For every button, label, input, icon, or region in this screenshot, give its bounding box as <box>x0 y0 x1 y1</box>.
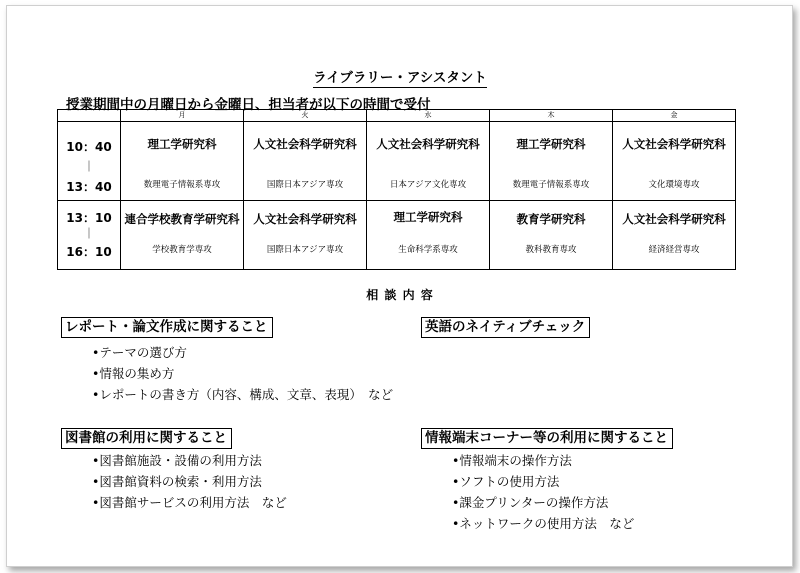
schedule-row <box>58 201 736 270</box>
cell-major: 国際日本アジア専攻 <box>266 180 344 190</box>
schedule-cell <box>367 122 490 201</box>
terminal-section-heading: 情報端末コーナー等の利用に関すること <box>421 428 673 449</box>
terminal-item: •ネットワークの使用方法 など <box>452 516 635 531</box>
header-day-thu: 木 <box>490 110 613 122</box>
cell-major: 日本アジア文化専攻 <box>389 180 467 190</box>
time-slot <box>58 122 121 201</box>
report-item: •レポートの書き方（内容、構成、文章、表現） など <box>92 387 394 402</box>
english-section-heading: 英語のネイティブチェック <box>421 317 590 338</box>
time-start: 13：10 <box>66 211 112 225</box>
cell-major: 経済経営専攻 <box>648 245 700 255</box>
schedule-cell <box>244 201 367 270</box>
library-item: •図書館施設・設備の利用方法 <box>92 453 262 468</box>
library-section-heading: 図書館の利用に関すること <box>61 428 232 449</box>
header-day-mon: 月 <box>121 110 244 122</box>
schedule-header-row <box>58 110 736 122</box>
cell-department: 人文社会科学研究科 <box>622 212 726 226</box>
time-end: 16：10 <box>66 245 112 259</box>
cell-department: 人文社会科学研究科 <box>376 137 480 151</box>
cell-major: 学校教育学専攻 <box>152 245 212 255</box>
cell-department: 連合学校教育学研究科 <box>124 212 240 226</box>
page-subtitle: 授業期間中の月曜日から金曜日、担当者が以下の時間で受付 <box>66 97 431 113</box>
time-separator: ｜ <box>83 227 95 240</box>
header-day-tue: 火 <box>244 110 367 122</box>
schedule-cell <box>613 201 736 270</box>
schedule-row <box>58 122 736 201</box>
terminal-item: •課金プリンターの操作方法 <box>452 495 609 510</box>
cell-major: 国際日本アジア専攻 <box>266 245 344 255</box>
cell-department: 人文社会科学研究科 <box>253 137 357 151</box>
cell-department: 理工学研究科 <box>393 210 463 224</box>
schedule-table <box>57 109 736 270</box>
cell-major: 文化環境専攻 <box>648 180 700 190</box>
consultation-heading: 相 談 内 容 <box>366 288 434 302</box>
header-day-fri: 金 <box>613 110 736 122</box>
cell-major: 数理電子情報系専攻 <box>143 180 221 190</box>
time-slot <box>58 201 121 270</box>
page-title: ライブラリー・アシスタント <box>313 70 487 86</box>
schedule-cell <box>121 201 244 270</box>
cell-department: 理工学研究科 <box>147 137 217 151</box>
cell-major: 生命科学系専攻 <box>398 245 458 255</box>
report-item: •情報の集め方 <box>92 366 175 381</box>
schedule-cell <box>490 201 613 270</box>
header-corner <box>58 110 121 122</box>
time-end: 13：40 <box>66 180 112 194</box>
library-item: •図書館資料の検索・利用方法 <box>92 474 262 489</box>
terminal-item: •ソフトの使用方法 <box>452 474 560 489</box>
schedule-cell <box>367 201 490 270</box>
cell-department: 教育学研究科 <box>516 212 586 226</box>
time-start: 10：40 <box>66 140 112 154</box>
time-separator: ｜ <box>83 160 95 173</box>
cell-major: 教科教育専攻 <box>525 245 577 255</box>
terminal-item: •情報端末の操作方法 <box>452 453 572 468</box>
header-day-wed: 水 <box>367 110 490 122</box>
schedule-cell <box>244 122 367 201</box>
library-item: •図書館サービスの利用方法 など <box>92 495 287 510</box>
cell-major: 数理電子情報系専攻 <box>512 180 590 190</box>
schedule-cell <box>613 122 736 201</box>
report-section-heading: レポート・論文作成に関すること <box>61 317 273 338</box>
cell-department: 人文社会科学研究科 <box>622 137 726 151</box>
cell-department: 人文社会科学研究科 <box>253 212 357 226</box>
report-item: •テーマの選び方 <box>92 345 187 360</box>
cell-department: 理工学研究科 <box>516 137 586 151</box>
schedule-cell <box>121 122 244 201</box>
schedule-cell <box>490 122 613 201</box>
